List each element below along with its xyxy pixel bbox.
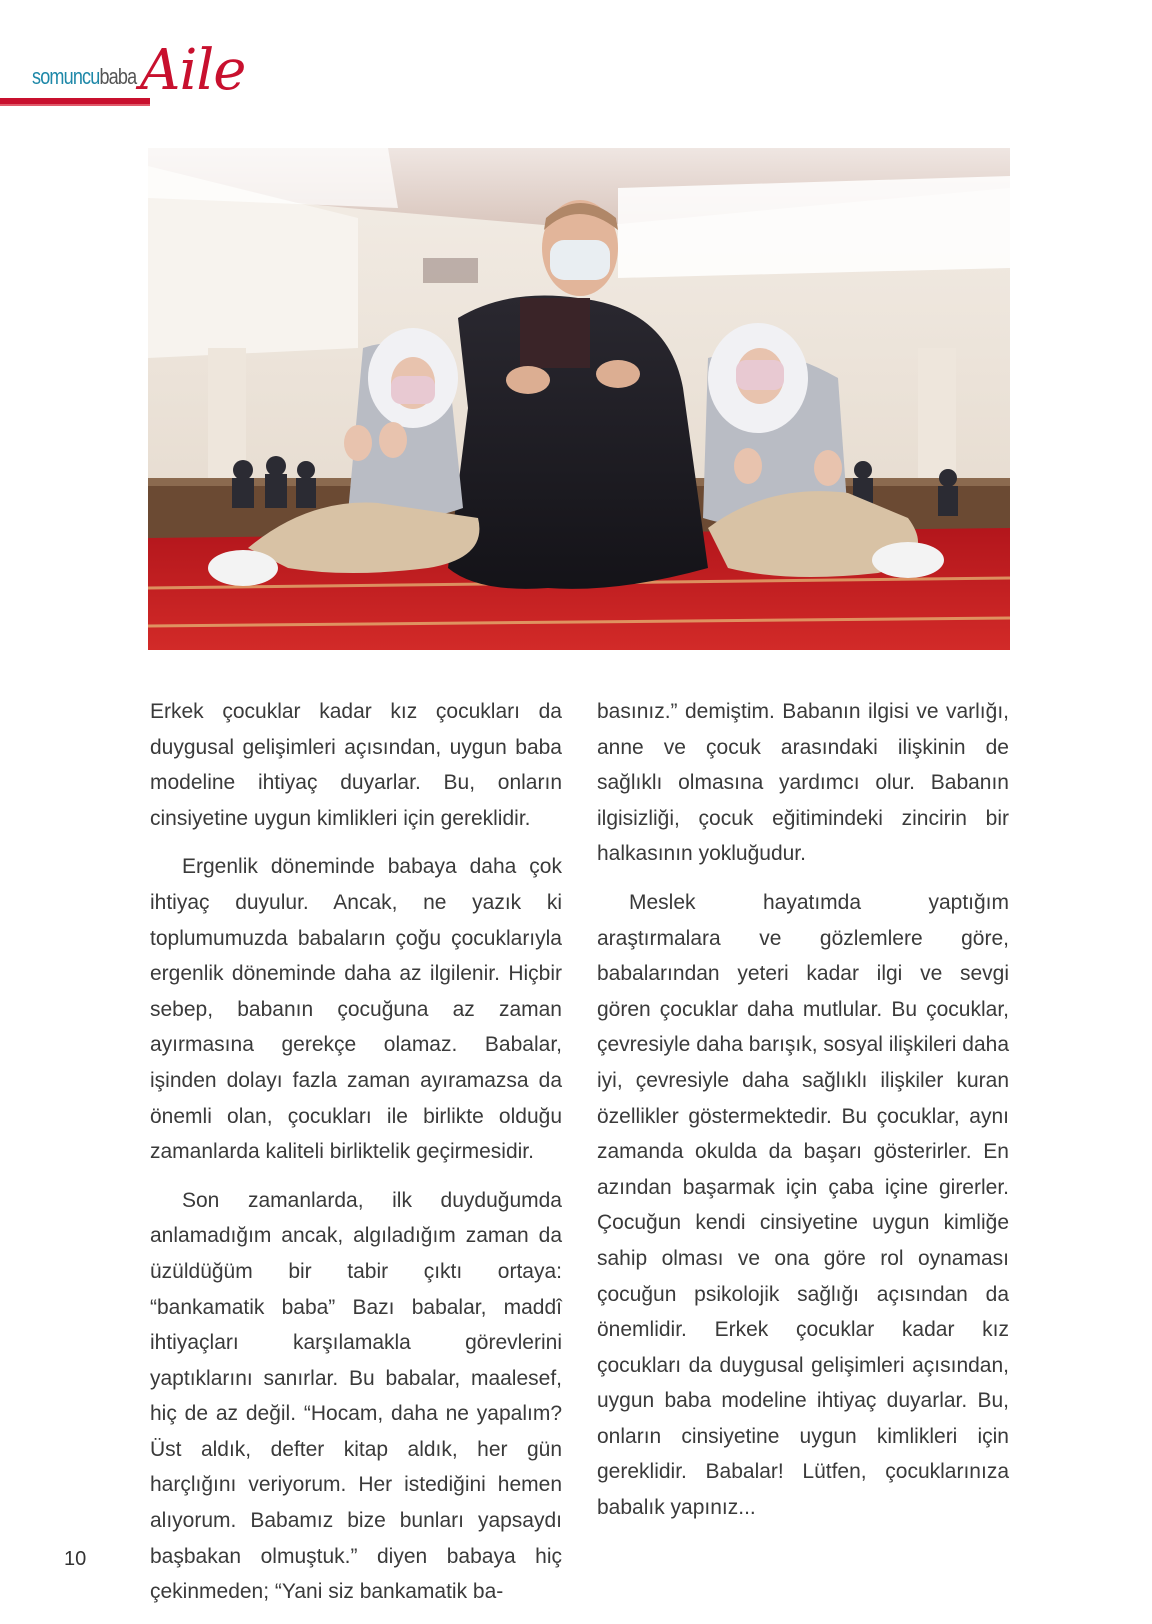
magazine-logo	[0, 38, 260, 108]
paragraph: basınız.” demiştim. Babanın ilgisi ve varlığı, anne ve çocuk arasındaki ilişkinin de sağlıklı olmasına yardımcı olur. Babanın ilgisizliği, çocuk eğitimindeki zincirin bir halkasının yokluğudur.	[597, 700, 1009, 866]
page-number: 10	[64, 1548, 87, 1570]
logo-somuncubaba-text	[32, 64, 136, 90]
father-and-daughters-praying-photo	[148, 148, 1010, 650]
logo-red-underline	[0, 104, 150, 106]
paragraph: Son zamanlarda, ilk duyduğumda anlamadığım ancak, algıladığım zaman da üzüldüğüm bir tabir çıktı ortaya: “bankamatik baba” Bazı babalar, maddî ihtiyaçları karşılamakla görevlerini yaptıklarını sanırlar. Bu babalar, maalesef, hiç de az değil. “Hocam, daha ne yapalım? Üst aldık, defter kitap aldık, her gün harçlığını veriyorum. Her istediğini hemen alıyorum. Babamız bize bunları yapsaydı başbakan olmuştuk.” diyen babaya hiç çekinmeden; “Yani siz bankamatik ba-	[150, 1188, 562, 1604]
article-right-column	[597, 694, 1009, 1539]
logo-aile-text: Aile	[140, 38, 246, 103]
logo-baba-part: baba	[99, 64, 137, 89]
logo-somuncu-part: somuncu	[32, 64, 100, 89]
paragraph: Erkek çocuklar kadar kız çocukları da duygusal gelişimleri açısından, uygun baba modeline ihtiyaç duyarlar. Bu, onların cinsiyetine uygun kimlikleri için gereklidir.	[150, 700, 562, 830]
paragraph: Meslek hayatımda yaptığım araştırmalara ve gözlemlere göre, babalarından yeteri kadar ilgi ve sevgi gören çocuklar daha mutlular. Bu çocuklar, çevresiyle daha barışık, sosyal ilişkileri daha iyi, çevresiyle daha sağlıklı ilişkiler kuran özellikler göstermektedir. Bu çocuklar, aynı zamanda okulda da başarı gösterirler. En azından başarmak için çaba içine girerler. Çocuğun kendi cinsiyetine uygun kimliğe sahip olması ve ona göre rol oynaması çocuğun psikolojik sağlığı açısından da önemlidir. Erkek çocuklar kadar kız çocukları da duygusal gelişimleri açısından, uygun baba modeline ihtiyaç duyarlar. Bu, onların cinsiyetine uygun kimlikleri için gereklidir. Babalar! Lütfen, çocuklarınıza babalık yapınız...	[597, 890, 1010, 1520]
paragraph: Ergenlik döneminde babaya daha çok ihtiyaç duyulur. Ancak, ne yazık ki toplumumuzda babaların çoğu çocuklarıyla ergenlik döneminde daha az ilgilenir. Hiçbir sebep, babanın çocuğuna az zaman ayırmasına gerekçe olamaz. Babalar, işinden dolayı fazla zaman ayıramazsa da önemli olan, çocukları ile birlikte olduğu zamanlarda kaliteli birliktelik geçirmesidir.	[150, 855, 562, 1164]
article-left-column	[150, 694, 562, 1623]
